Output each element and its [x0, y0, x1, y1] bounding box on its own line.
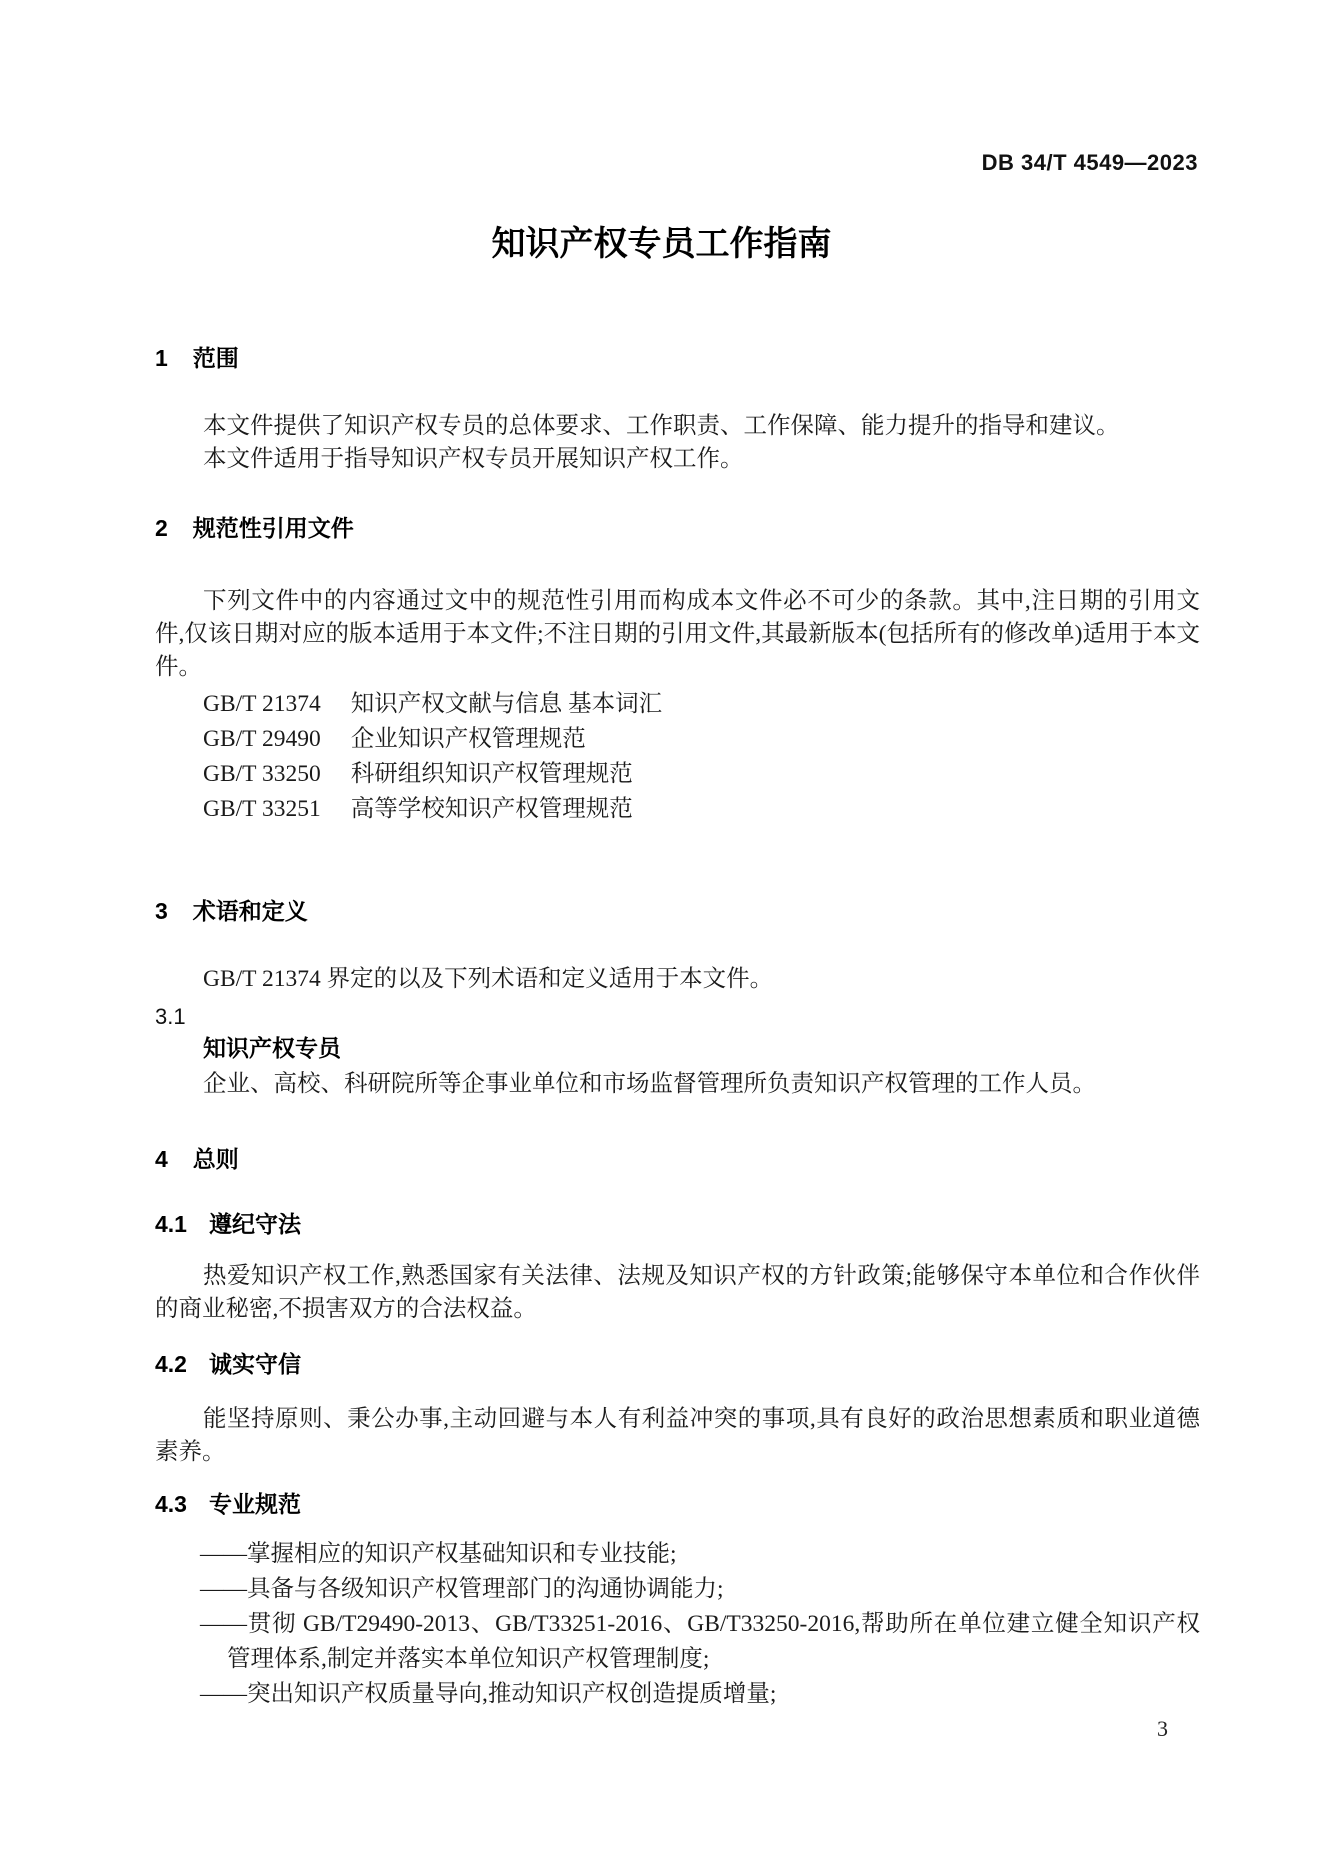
section-4-number: 4	[155, 1146, 168, 1172]
section-4-title: 总则	[192, 1146, 239, 1172]
section-4-2-heading	[155, 1350, 301, 1378]
section-4-2-title: 诚实守信	[208, 1351, 301, 1377]
reference-name: 科研组织知识产权管理规范	[350, 761, 633, 787]
dash-list-item: ——贯彻 GB/T29490-2013、GB/T33251-2016、GB/T33250-2016,帮助所在单位建立健全知识产权管理体系,制定并落实本单位知识产权管理制度;	[200, 1611, 1200, 1672]
section-1-number: 1	[155, 345, 168, 371]
section-4-3-number: 4.3	[155, 1491, 187, 1517]
dash-list-item: ——掌握相应的知识产权基础知识和专业技能;	[200, 1541, 677, 1567]
section-4-1-title: 遵纪守法	[208, 1211, 301, 1237]
section-4-1-number: 4.1	[155, 1211, 187, 1237]
scope-paragraph-2: 本文件适用于指导知识产权专员开展知识产权工作。	[203, 446, 744, 472]
reference-code: GB/T 33250	[203, 761, 321, 787]
scope-paragraph-1: 本文件提供了知识产权专员的总体要求、工作职责、工作保障、能力提升的指导和建议。	[203, 413, 1120, 439]
normative-reference-row	[155, 722, 1200, 757]
section-4-heading	[155, 1145, 239, 1173]
section-4-3-heading	[155, 1490, 301, 1518]
term-number: 3.1	[155, 1004, 186, 1029]
terms-intro: GB/T 21374 界定的以及下列术语和定义适用于本文件。	[203, 966, 774, 992]
section-4-2-number: 4.2	[155, 1351, 187, 1377]
section-4-3-title: 专业规范	[208, 1491, 301, 1517]
normative-references-intro: 下列文件中的内容通过文中的规范性引用而构成本文件必不可少的条款。其中,注日期的引用文件,仅该日期对应的版本适用于本文件;不注日期的引用文件,其最新版本(包括所有的修改单)适用于本文件。	[155, 588, 1200, 680]
section-3-number: 3	[155, 898, 168, 924]
section-2-title: 规范性引用文件	[192, 515, 354, 541]
section-2-heading	[155, 514, 354, 542]
reference-code: GB/T 33251	[203, 796, 321, 822]
page-number: 3	[1157, 1716, 1168, 1741]
document-title: 知识产权专员工作指南	[491, 225, 832, 263]
term-definition: 企业、高校、科研院所等企事业单位和市场监督管理所负责知识产权管理的工作人员。	[203, 1071, 1096, 1097]
section-3-heading	[155, 897, 308, 925]
section-4-2-body: 能坚持原则、秉公办事,主动回避与本人有利益冲突的事项,具有良好的政治思想素质和职业道德素养。	[155, 1406, 1200, 1465]
term-name: 知识产权专员	[203, 1035, 341, 1061]
section-3-title: 术语和定义	[192, 898, 308, 924]
reference-name: 企业知识产权管理规范	[350, 726, 586, 752]
normative-reference-row	[155, 757, 1200, 792]
section-4-1-heading	[155, 1210, 301, 1238]
professional-standards-list	[155, 1537, 1200, 1712]
reference-code: GB/T 21374	[203, 691, 321, 717]
section-1-heading	[155, 344, 239, 372]
document-code: DB 34/T 4549—2023	[981, 150, 1198, 175]
dash-list-item: ——突出知识产权质量导向,推动知识产权创造提质增量;	[200, 1681, 777, 1707]
dash-list-item: ——具备与各级知识产权管理部门的沟通协调能力;	[200, 1576, 724, 1602]
reference-name: 高等学校知识产权管理规范	[350, 796, 633, 822]
section-4-1-body: 热爱知识产权工作,熟悉国家有关法律、法规及知识产权的方针政策;能够保守本单位和合作伙伴的商业秘密,不损害双方的合法权益。	[155, 1263, 1200, 1322]
normative-references-list	[155, 687, 1200, 827]
section-2-number: 2	[155, 515, 168, 541]
reference-code: GB/T 29490	[203, 726, 321, 752]
reference-name: 知识产权文献与信息 基本词汇	[350, 691, 663, 717]
normative-reference-row	[155, 687, 1200, 722]
section-1-title: 范围	[192, 345, 239, 371]
normative-reference-row	[155, 792, 1200, 827]
